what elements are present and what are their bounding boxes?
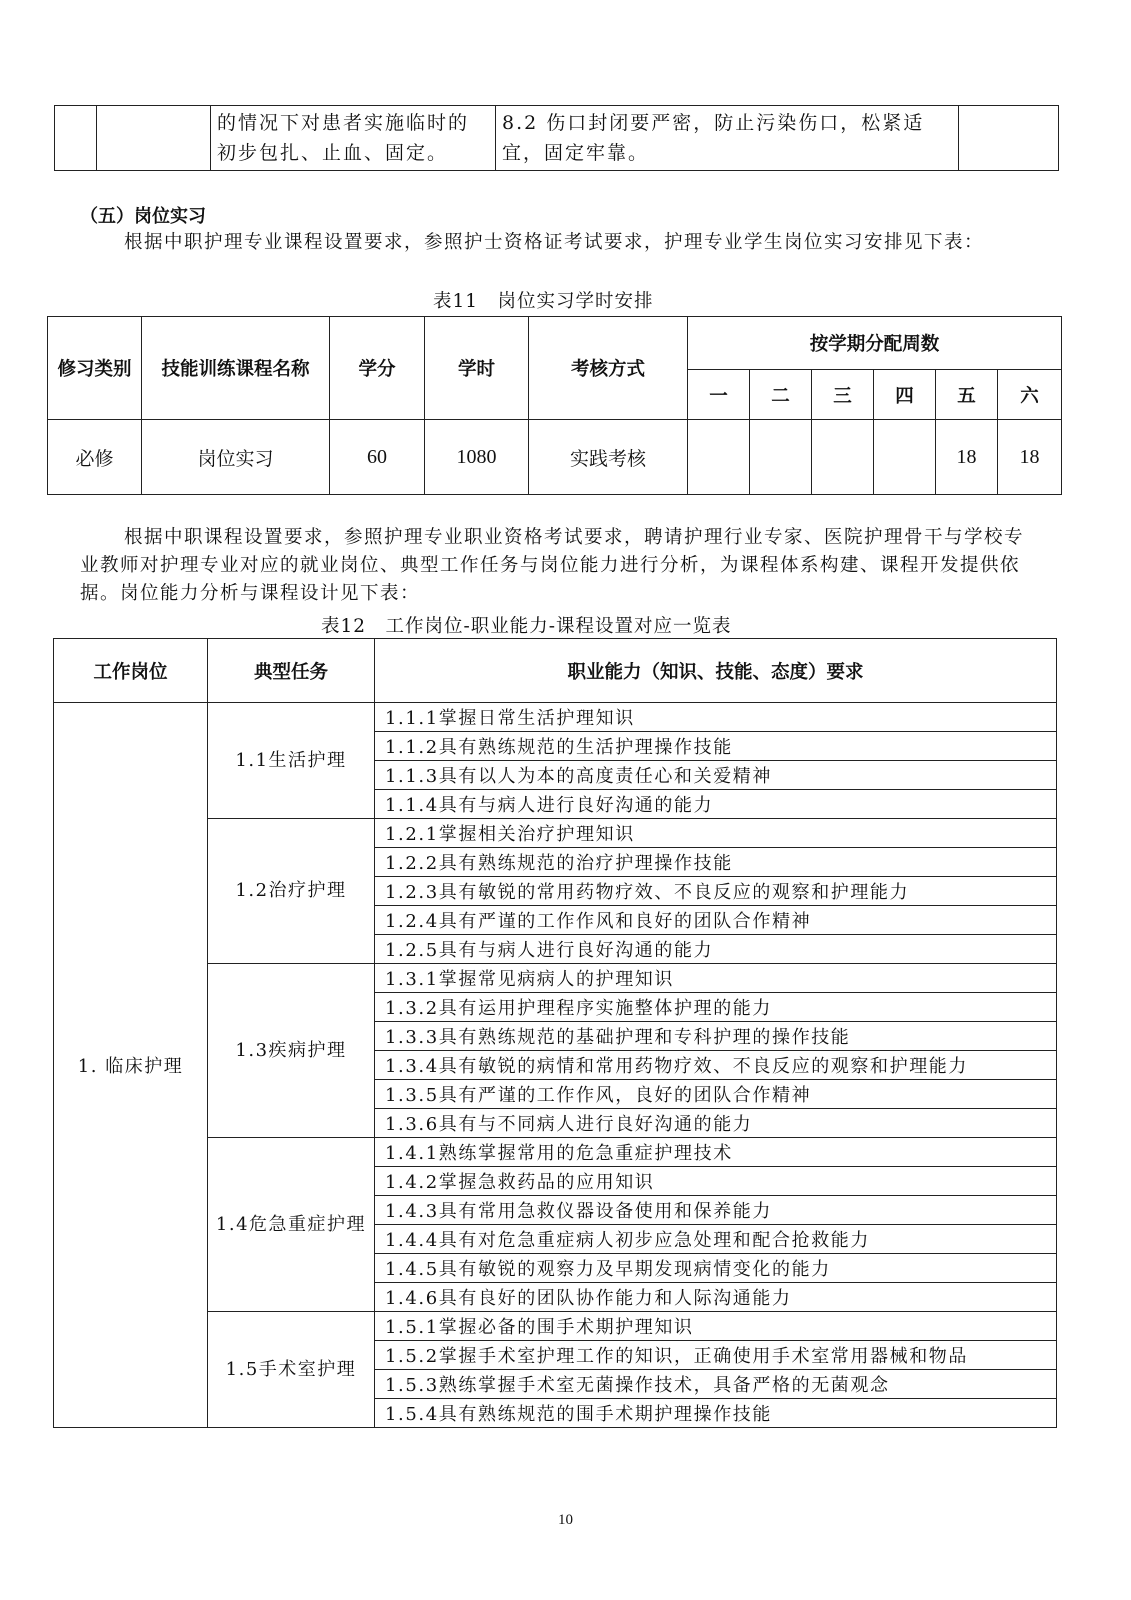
header-hours: 学时 <box>425 317 529 420</box>
paragraph-analysis <box>80 524 1040 608</box>
paragraph-analysis-text: 根据中职课程设置要求，参照护理专业职业资格考试要求，聘请护理行业专家、医院护理骨干与学校专业教师对护理专业对应的就业岗位、典型工作任务与岗位能力进行分析，为课程体系构建、课程开发提供依据。岗位能力分析与课程设计见下表： <box>80 527 1025 604</box>
semester-6: 六 <box>998 370 1062 420</box>
continued-method-cell: 的情况下对患者实施临时的初步包扎、止血、固定。 <box>211 106 496 171</box>
header-credit: 学分 <box>330 317 425 420</box>
position-ability-table <box>53 638 1057 1428</box>
requirement-cell: 1.2.5具有与病人进行良好沟通的能力 <box>375 935 1057 964</box>
table-row <box>54 703 1057 732</box>
table11-caption: 表11 岗位实习学时安排 <box>433 291 654 312</box>
semester-5: 五 <box>936 370 998 420</box>
semester-3: 三 <box>812 370 874 420</box>
continued-table <box>54 105 1059 171</box>
paragraph-internship-text: 根据中职护理专业课程设置要求，参照护士资格证考试要求，护理专业学生岗位实习安排见下表： <box>124 232 985 253</box>
row-category: 必修 <box>48 420 142 495</box>
requirement-cell: 1.5.1掌握必备的围手术期护理知识 <box>375 1312 1057 1341</box>
requirement-cell: 1.4.4具有对危急重症病人初步应急处理和配合抢救能力 <box>375 1225 1057 1254</box>
requirement-cell: 1.4.6具有良好的团队协作能力和人际沟通能力 <box>375 1283 1057 1312</box>
header-course: 技能训练课程名称 <box>142 317 330 420</box>
header-position: 工作岗位 <box>54 639 208 703</box>
requirement-cell: 1.1.2具有熟练规范的生活护理操作技能 <box>375 732 1057 761</box>
requirement-cell: 1.3.6具有与不同病人进行良好沟通的能力 <box>375 1109 1057 1138</box>
header-category: 修习类别 <box>48 317 142 420</box>
task-cell: 1.5手术室护理 <box>208 1312 375 1428</box>
page-number: 10 <box>558 1512 573 1528</box>
requirement-cell: 1.3.2具有运用护理程序实施整体护理的能力 <box>375 993 1057 1022</box>
empty-cell <box>97 106 211 171</box>
task-cell: 1.1生活护理 <box>208 703 375 819</box>
header-weeks: 按学期分配周数 <box>688 317 1062 370</box>
requirement-cell: 1.1.3具有以人为本的高度责任心和关爱精神 <box>375 761 1057 790</box>
header-assessment: 考核方式 <box>529 317 688 420</box>
requirement-cell: 1.1.1掌握日常生活护理知识 <box>375 703 1057 732</box>
semester-1: 一 <box>688 370 750 420</box>
requirement-cell: 1.4.1熟练掌握常用的危急重症护理技术 <box>375 1138 1057 1167</box>
requirement-cell: 1.2.3具有敏锐的常用药物疗效、不良反应的观察和护理能力 <box>375 877 1057 906</box>
requirement-cell: 1.2.4具有严谨的工作作风和良好的团队合作精神 <box>375 906 1057 935</box>
requirement-cell: 1.3.1掌握常见病病人的护理知识 <box>375 964 1057 993</box>
row-week-5: 18 <box>936 420 998 495</box>
requirement-cell: 1.2.1掌握相关治疗护理知识 <box>375 819 1057 848</box>
position-cell: 1. 临床护理 <box>54 703 208 1428</box>
section-heading: （五）岗位实习 <box>80 206 206 227</box>
requirement-cell: 1.1.4具有与病人进行良好沟通的能力 <box>375 790 1057 819</box>
row-credit: 60 <box>330 420 425 495</box>
requirement-cell: 1.3.4具有敏锐的病情和常用药物疗效、不良反应的观察和护理能力 <box>375 1051 1057 1080</box>
requirement-cell: 1.3.3具有熟练规范的基础护理和专科护理的操作技能 <box>375 1022 1057 1051</box>
paragraph-internship <box>80 229 1040 257</box>
row-week-3 <box>812 420 874 495</box>
task-cell: 1.2治疗护理 <box>208 819 375 964</box>
empty-cell <box>55 106 97 171</box>
requirement-cell: 1.5.2掌握手术室护理工作的知识，正确使用手术室常用器械和物品 <box>375 1341 1057 1370</box>
empty-cell <box>959 106 1059 171</box>
requirement-cell: 1.4.5具有敏锐的观察力及早期发现病情变化的能力 <box>375 1254 1057 1283</box>
requirement-cell: 1.4.2掌握急救药品的应用知识 <box>375 1167 1057 1196</box>
row-course: 岗位实习 <box>142 420 330 495</box>
row-week-2 <box>750 420 812 495</box>
requirement-cell: 1.2.2具有熟练规范的治疗护理操作技能 <box>375 848 1057 877</box>
internship-hours-table <box>47 316 1062 495</box>
requirement-cell: 1.4.3具有常用急救仪器设备使用和保养能力 <box>375 1196 1057 1225</box>
requirement-cell: 1.3.5具有严谨的工作作风，良好的团队合作精神 <box>375 1080 1057 1109</box>
row-week-4 <box>874 420 936 495</box>
header-task: 典型任务 <box>208 639 375 703</box>
task-cell: 1.3疾病护理 <box>208 964 375 1138</box>
row-week-6: 18 <box>998 420 1062 495</box>
requirement-cell: 1.5.3熟练掌握手术室无菌操作技术，具备严格的无菌观念 <box>375 1370 1057 1399</box>
semester-2: 二 <box>750 370 812 420</box>
row-hours: 1080 <box>425 420 529 495</box>
row-assessment: 实践考核 <box>529 420 688 495</box>
continued-standard-cell: 8.2 伤口封闭要严密，防止污染伤口，松紧适宜，固定牢靠。 <box>496 106 959 171</box>
requirement-cell: 1.5.4具有熟练规范的围手术期护理操作技能 <box>375 1399 1057 1428</box>
header-requirement: 职业能力（知识、技能、态度）要求 <box>375 639 1057 703</box>
table12-caption: 表12 工作岗位-职业能力-课程设置对应一览表 <box>321 616 732 637</box>
task-cell: 1.4危急重症护理 <box>208 1138 375 1312</box>
row-week-1 <box>688 420 750 495</box>
semester-4: 四 <box>874 370 936 420</box>
